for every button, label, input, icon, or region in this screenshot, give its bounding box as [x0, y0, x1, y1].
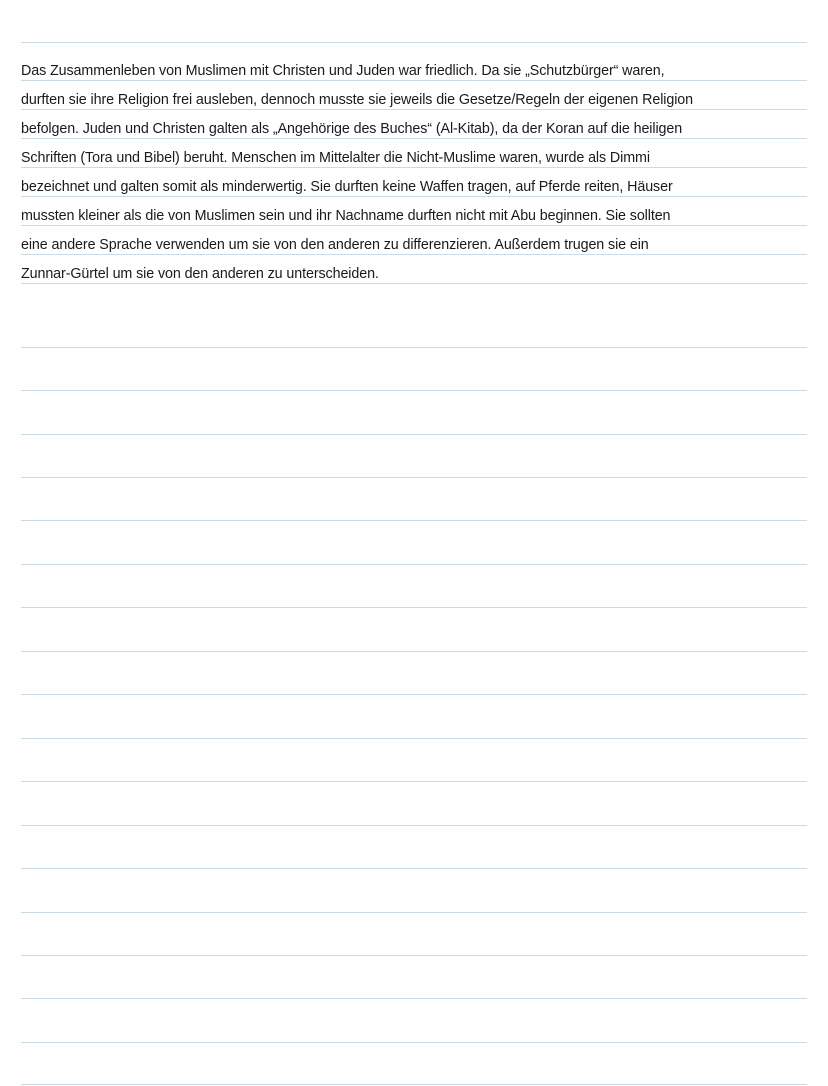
- ruled-line: [21, 868, 807, 869]
- ruled-line: [21, 283, 807, 284]
- ruled-line: [21, 1084, 807, 1085]
- body-text-line-6: mussten kleiner als die von Muslimen sein und ihr Nachname durften nicht mit Abu beginnen. Sie sollten: [21, 208, 671, 224]
- ruled-line: [21, 564, 807, 565]
- ruled-line: [21, 390, 807, 391]
- body-text-line-3: befolgen. Juden und Christen galten als „Angehörige des Buches“ (Al-Kitab), da der Koran auf die heiligen: [21, 121, 683, 137]
- body-text-line-7: eine andere Sprache verwenden um sie von den anderen zu differenzieren. Außerdem trugen sie ein: [21, 237, 649, 253]
- ruled-line: [21, 254, 807, 255]
- ruled-line: [21, 1042, 807, 1043]
- ruled-line: [21, 347, 807, 348]
- ruled-line: [21, 955, 807, 956]
- ruled-line: [21, 196, 807, 197]
- ruled-line: [21, 738, 807, 739]
- ruled-line: [21, 109, 807, 110]
- ruled-line: [21, 167, 807, 168]
- ruled-line: [21, 520, 807, 521]
- ruled-line: [21, 825, 807, 826]
- body-text-line-4: Schriften (Tora und Bibel) beruht. Menschen im Mittelalter die Nicht-Muslime waren, wurde als Dimmi: [21, 150, 650, 166]
- ruled-line: [21, 694, 807, 695]
- ruled-line: [21, 42, 807, 43]
- ruled-line: [21, 225, 807, 226]
- body-text-line-1: Das Zusammenleben von Muslimen mit Christen und Juden war friedlich. Da sie „Schutzbürger“ waren,: [21, 63, 665, 79]
- ruled-line: [21, 998, 807, 999]
- ruled-line: [21, 434, 807, 435]
- ruled-line: [21, 912, 807, 913]
- ruled-line: [21, 651, 807, 652]
- ruled-line: [21, 781, 807, 782]
- ruled-line: [21, 138, 807, 139]
- body-text-line-2: durften sie ihre Religion frei ausleben, dennoch musste sie jeweils die Gesetze/Regeln der eigenen Religion: [21, 92, 693, 108]
- body-text-line-5: bezeichnet und galten somit als minderwertig. Sie durften keine Waffen tragen, auf Pferde reiten, Häuser: [21, 179, 673, 195]
- ruled-line: [21, 477, 807, 478]
- body-text-line-8: Zunnar-Gürtel um sie von den anderen zu unterscheiden.: [21, 266, 379, 282]
- ruled-line: [21, 80, 807, 81]
- ruled-line: [21, 607, 807, 608]
